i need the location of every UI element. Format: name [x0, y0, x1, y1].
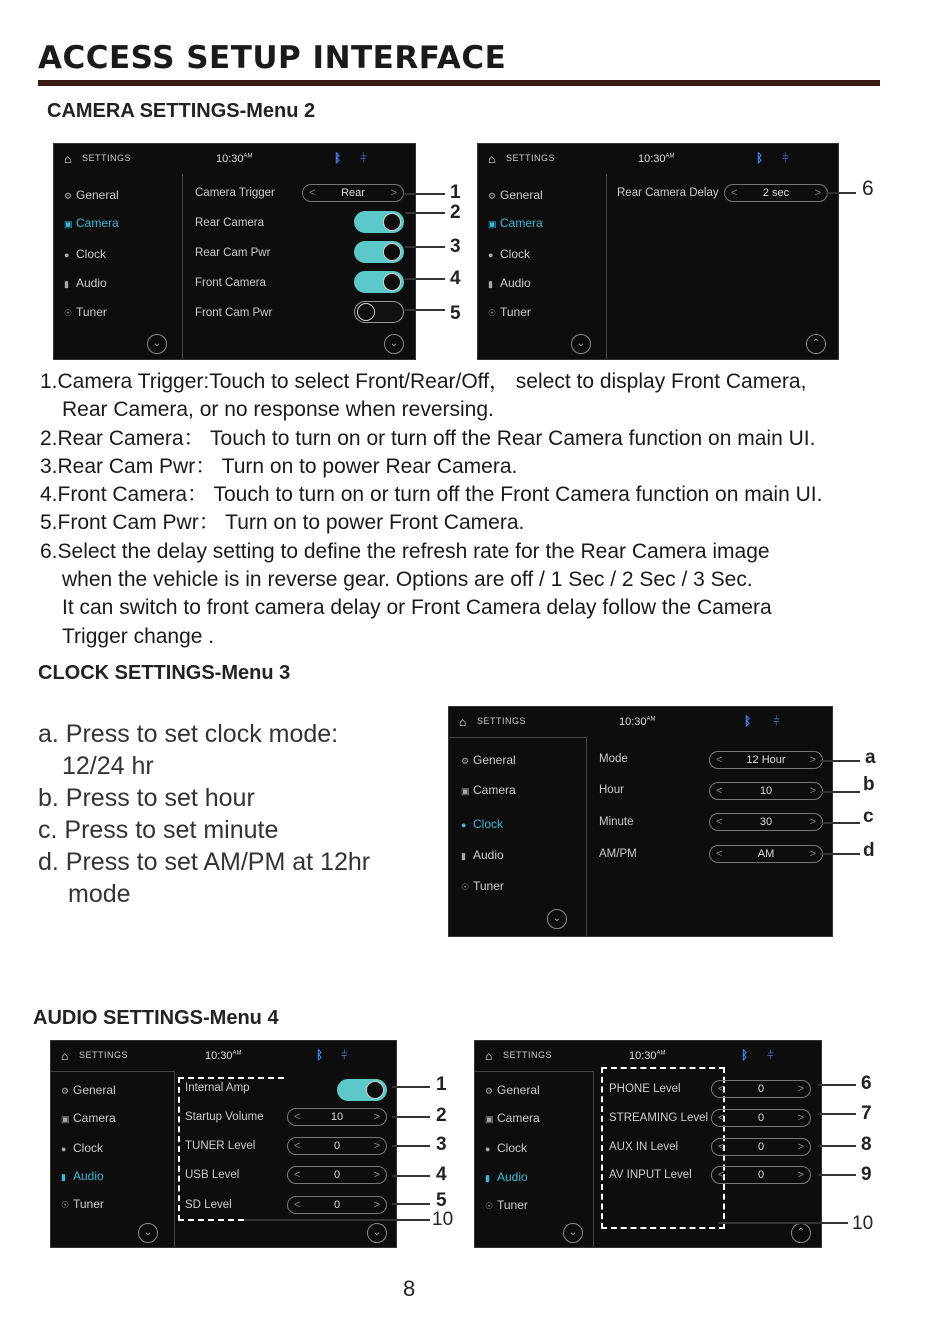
callout-line-a3 [392, 1145, 430, 1147]
menu-item-tuner[interactable]: ☉ Tuner [61, 1197, 104, 1211]
gear-icon: ⚙ [61, 1086, 70, 1096]
callout-line-a1 [392, 1086, 430, 1088]
phone-level-selector[interactable]: < 0 > [711, 1080, 811, 1098]
rear-cam-pwr-label: Rear Cam Pwr [195, 247, 271, 259]
gear-icon: ⚙ [64, 191, 73, 201]
settings-label: SETTINGS [79, 1050, 129, 1060]
minute-selector[interactable]: < 30 > [709, 813, 823, 831]
gear-icon: ⚙ [488, 191, 497, 201]
callout-line-a4 [392, 1175, 430, 1177]
scroll-down-button[interactable]: ⌄ [571, 334, 591, 354]
callout-a5: 5 [436, 1190, 447, 1211]
callout-line-b9 [818, 1174, 856, 1176]
antenna-icon: ☉ [485, 1201, 494, 1211]
callout-b8: 8 [861, 1134, 872, 1155]
audio-settings-screen-2 [474, 1040, 822, 1248]
home-icon[interactable]: ⌂ [61, 1049, 69, 1063]
menu-top-divider [51, 1071, 174, 1072]
camera-settings-screen-1 [53, 143, 416, 360]
menu-item-clock[interactable]: ● Clock [61, 1141, 104, 1155]
camera-notes [40, 368, 822, 651]
equalizer-icon[interactable]: ⫩ [341, 1048, 348, 1062]
callout-b10: 10 [852, 1213, 874, 1234]
antenna-icon: ☉ [61, 1200, 70, 1210]
camera-icon: ▣ [488, 219, 497, 229]
streaming-level-selector[interactable]: < 0 > [711, 1109, 811, 1127]
camera-section-heading: CAMERA SETTINGS-Menu 2 [47, 100, 316, 122]
ampm-label: AM/PM [599, 848, 637, 860]
menu-item-camera[interactable]: ▣ Camera [488, 216, 543, 230]
menu-item-general[interactable]: ⚙ General [61, 1083, 116, 1097]
clock-section-heading: CLOCK SETTINGS-Menu 3 [38, 662, 291, 684]
audio-section-heading: AUDIO SETTINGS-Menu 4 [33, 1007, 279, 1029]
menu-item-tuner[interactable]: ☉ Tuner [64, 305, 107, 319]
clock-icon: ● [485, 1144, 491, 1154]
hour-selector[interactable]: < 10 > [709, 782, 823, 800]
startup-volume-selector[interactable]: < 10 > [287, 1108, 387, 1126]
callout-line-a [820, 760, 860, 762]
note-6: 6.Select the delay setting to define the refresh rate for the Rear Camera image [40, 539, 770, 563]
callout-a: a [865, 747, 876, 768]
speaker-icon: ▮ [64, 279, 69, 289]
rear-camera-delay-label: Rear Camera Delay [617, 187, 719, 199]
home-icon[interactable]: ⌂ [64, 152, 72, 166]
bluetooth-icon: ᛒ [744, 714, 752, 728]
status-time: $10:30^{AM}$ [205, 1050, 242, 1062]
note-1-cont: Rear Camera, or no response when reversing. [62, 398, 494, 422]
settings-label: SETTINGS [506, 153, 556, 163]
bluetooth-icon: ᛒ [756, 151, 764, 165]
callout-line-5 [405, 309, 445, 311]
menu-item-audio[interactable]: ▮ Audio [461, 848, 504, 862]
home-icon[interactable]: ⌂ [485, 1049, 493, 1063]
phone-level-label: PHONE Level [609, 1083, 681, 1095]
scroll-down-button[interactable]: ⌄ [563, 1223, 583, 1243]
callout-c: c [863, 806, 874, 827]
gear-icon: ⚙ [461, 756, 470, 766]
menu-item-general[interactable]: ⚙ General [485, 1083, 540, 1097]
scroll-up-button[interactable]: ⌃ [806, 334, 826, 354]
callout-b7: 7 [861, 1103, 872, 1124]
speaker-icon: ▮ [461, 851, 466, 861]
callout-1: 1 [450, 182, 461, 203]
menu-item-general[interactable]: ⚙ General [488, 188, 543, 202]
title-rule [38, 80, 880, 86]
scroll-down-button[interactable]: ⌄ [367, 1223, 387, 1243]
callout-line-1 [405, 193, 445, 195]
menu-item-tuner[interactable]: ☉ Tuner [485, 1198, 528, 1212]
menu-item-clock[interactable]: ● Clock [488, 247, 531, 261]
rear-camera-delay-selector[interactable]: < 2 sec > [724, 184, 828, 202]
callout-line-b7 [818, 1113, 856, 1115]
ampm-selector[interactable]: < AM > [709, 845, 823, 863]
note-3: 3.Rear Cam Pwr： Turn on to power Rear Camera. [40, 454, 518, 478]
menu-item-audio[interactable]: ▮ Audio [488, 276, 531, 290]
rear-cam-pwr-toggle[interactable] [354, 241, 404, 263]
callout-line-b6 [818, 1084, 856, 1086]
settings-label: SETTINGS [82, 153, 132, 163]
menu-item-tuner[interactable]: ☉ Tuner [488, 305, 531, 319]
callout-line-4 [405, 278, 445, 280]
callout-a2: 2 [436, 1105, 447, 1126]
menu-item-clock[interactable]: ● Clock [461, 817, 504, 831]
gear-icon: ⚙ [485, 1086, 494, 1096]
scroll-up-button[interactable]: ⌃ [791, 1223, 811, 1243]
audio-settings-screen-1 [50, 1040, 397, 1248]
camera-icon: ▣ [61, 1114, 70, 1124]
tuner-level-label: TUNER Level [185, 1140, 256, 1152]
callout-line-d [820, 853, 860, 855]
bluetooth-icon: ᛒ [334, 151, 342, 165]
clock-icon: ● [61, 1144, 67, 1154]
callout-line-2 [405, 212, 445, 214]
menu-item-camera[interactable]: ▣ Camera [485, 1111, 540, 1125]
clock-note-a: a. Press to set clock mode: [38, 720, 339, 748]
note-5: 5.Front Cam Pwr： Turn on to power Front Camera. [40, 511, 525, 535]
streaming-level-label: STREAMING Level [609, 1112, 709, 1124]
mode-label: Mode [599, 753, 628, 765]
clock-note-a-cont: 12/24 hr [62, 752, 154, 780]
equalizer-icon[interactable]: ⫩ [773, 714, 780, 728]
clock-icon: ● [64, 250, 70, 260]
callout-4: 4 [450, 268, 461, 289]
note-2: 2.Rear Camera： Touch to turn on or turn off the Rear Camera function on main UI. [40, 426, 816, 450]
scroll-down-button[interactable]: ⌄ [138, 1223, 158, 1243]
callout-line-a2 [392, 1116, 430, 1118]
sd-level-selector[interactable]: < 0 > [287, 1196, 387, 1214]
internal-amp-toggle[interactable] [337, 1079, 387, 1101]
sd-level-label: SD Level [185, 1199, 232, 1211]
settings-label: SETTINGS [503, 1050, 553, 1060]
callout-line-b10 [718, 1222, 848, 1224]
callout-line-6 [826, 192, 856, 194]
scroll-down-button[interactable]: ⌄ [147, 334, 167, 354]
clock-notes [38, 718, 370, 910]
menu-divider [606, 174, 607, 359]
usb-level-label: USB Level [185, 1169, 240, 1181]
page-title: ACCESS SETUP INTERFACE [38, 40, 507, 76]
scroll-down-button[interactable]: ⌄ [384, 334, 404, 354]
menu-divider [174, 1071, 175, 1247]
startup-volume-label: Startup Volume [185, 1111, 264, 1123]
callout-line-b8 [818, 1145, 856, 1147]
callout-2: 2 [450, 202, 461, 223]
menu-item-clock[interactable]: ● Clock [485, 1141, 528, 1155]
antenna-icon: ☉ [461, 882, 470, 892]
speaker-icon: ▮ [488, 279, 493, 289]
speaker-icon: ▮ [485, 1173, 490, 1183]
callout-b: b [863, 774, 875, 795]
callout-line-a5 [392, 1203, 430, 1205]
callout-a3: 3 [436, 1134, 447, 1155]
menu-item-general[interactable]: ⚙ General [64, 188, 119, 202]
callout-a10: 10 [432, 1209, 454, 1230]
menu-item-camera[interactable]: ▣ Camera [61, 1111, 116, 1125]
settings-label: SETTINGS [477, 716, 527, 726]
note-1: 1.Camera Trigger:Touch to select Front/Rear/Off， select to display Front Camera, [40, 370, 807, 393]
note-6-cont-3: Trigger change . [62, 624, 215, 648]
minute-label: Minute [599, 816, 634, 828]
front-camera-label: Front Camera [195, 277, 266, 289]
menu-item-clock[interactable]: ● Clock [64, 247, 107, 261]
status-time: $10:30^{AM}$ [619, 716, 656, 728]
callout-line-3 [405, 246, 445, 248]
callout-3: 3 [450, 236, 461, 257]
clock-note-d: d. Press to set AM/PM at 12hr [38, 848, 371, 876]
menu-item-tuner[interactable]: ☉ Tuner [461, 879, 504, 893]
menu-item-audio[interactable]: ▮ Audio [61, 1169, 104, 1183]
callout-a1: 1 [436, 1074, 447, 1095]
menu-item-audio[interactable]: ▮ Audio [64, 276, 107, 290]
scroll-down-button[interactable]: ⌄ [547, 909, 567, 929]
camera-icon: ▣ [461, 786, 470, 796]
menu-item-camera[interactable]: ▣ Camera [461, 783, 516, 797]
menu-divider [182, 174, 183, 359]
callout-line-a10 [244, 1219, 430, 1221]
bluetooth-icon: ᛒ [741, 1048, 749, 1062]
menu-top-divider [449, 737, 586, 738]
menu-divider [593, 1071, 594, 1247]
callout-a4: 4 [436, 1164, 447, 1185]
equalizer-icon[interactable]: ⫩ [360, 151, 367, 165]
callout-6: 6 [862, 177, 874, 200]
antenna-icon: ☉ [64, 308, 73, 318]
callout-line-c [820, 822, 860, 824]
clock-icon: ● [461, 820, 467, 830]
antenna-icon: ☉ [488, 308, 497, 318]
menu-divider [586, 737, 587, 936]
clock-note-d-cont: mode [68, 880, 131, 908]
tuner-level-selector[interactable]: < 0 > [287, 1137, 387, 1155]
front-camera-toggle[interactable] [354, 271, 404, 293]
usb-level-selector[interactable]: < 0 > [287, 1166, 387, 1184]
bluetooth-icon: ᛒ [316, 1048, 324, 1062]
hour-label: Hour [599, 784, 624, 796]
clock-settings-screen [448, 706, 833, 937]
menu-top-divider [475, 1071, 593, 1072]
callout-b9: 9 [861, 1164, 872, 1185]
callout-b6: 6 [861, 1073, 872, 1094]
camera-trigger-label: Camera Trigger [195, 187, 275, 199]
callout-line-b [820, 791, 860, 793]
equalizer-icon[interactable]: ⫩ [767, 1048, 774, 1062]
status-time: $10:30^{AM}$ [638, 153, 675, 165]
camera-icon: ▣ [64, 219, 73, 229]
av-input-level-selector[interactable]: < 0 > [711, 1166, 811, 1184]
mode-selector[interactable]: < 12 Hour > [709, 751, 823, 769]
note-6-cont-1: when the vehicle is in reverse gear. Options are off / 1 Sec / 2 Sec / 3 Sec. [62, 568, 753, 592]
menu-item-audio[interactable]: ▮ Audio [485, 1170, 528, 1184]
camera-settings-screen-2 [477, 143, 839, 360]
note-6-cont-2: It can switch to front camera delay or Front Camera delay follow the Camera [62, 596, 772, 620]
clock-icon: ● [488, 250, 494, 260]
rear-camera-toggle[interactable] [354, 211, 404, 233]
home-icon[interactable]: ⌂ [459, 715, 467, 729]
home-icon[interactable]: ⌂ [488, 152, 496, 166]
aux-in-level-label: AUX IN Level [609, 1141, 679, 1153]
menu-item-camera[interactable]: ▣ Camera [64, 216, 119, 230]
speaker-icon: ▮ [61, 1172, 66, 1182]
rear-camera-label: Rear Camera [195, 217, 265, 229]
status-time: $10:30^{AM}$ [629, 1050, 666, 1062]
clock-note-b: b. Press to set hour [38, 784, 255, 812]
clock-note-c: c. Press to set minute [38, 816, 279, 844]
front-cam-pwr-toggle[interactable] [354, 301, 404, 323]
note-4: 4.Front Camera： Touch to turn on or turn off the Front Camera function on main UI. [40, 483, 823, 507]
internal-amp-label: Internal Amp [185, 1082, 250, 1094]
page-number: 8 [403, 1276, 416, 1301]
callout-5: 5 [450, 303, 461, 324]
av-input-level-label: AV INPUT Level [609, 1169, 692, 1181]
status-time: $10:30^{AM}$ [216, 153, 253, 165]
camera-icon: ▣ [485, 1114, 494, 1124]
menu-item-general[interactable]: ⚙ General [461, 753, 516, 767]
equalizer-icon[interactable]: ⫩ [782, 151, 789, 165]
camera-trigger-selector[interactable]: < Rear > [302, 184, 404, 202]
front-cam-pwr-label: Front Cam Pwr [195, 307, 273, 319]
callout-d: d [863, 840, 875, 861]
aux-in-level-selector[interactable]: < 0 > [711, 1138, 811, 1156]
